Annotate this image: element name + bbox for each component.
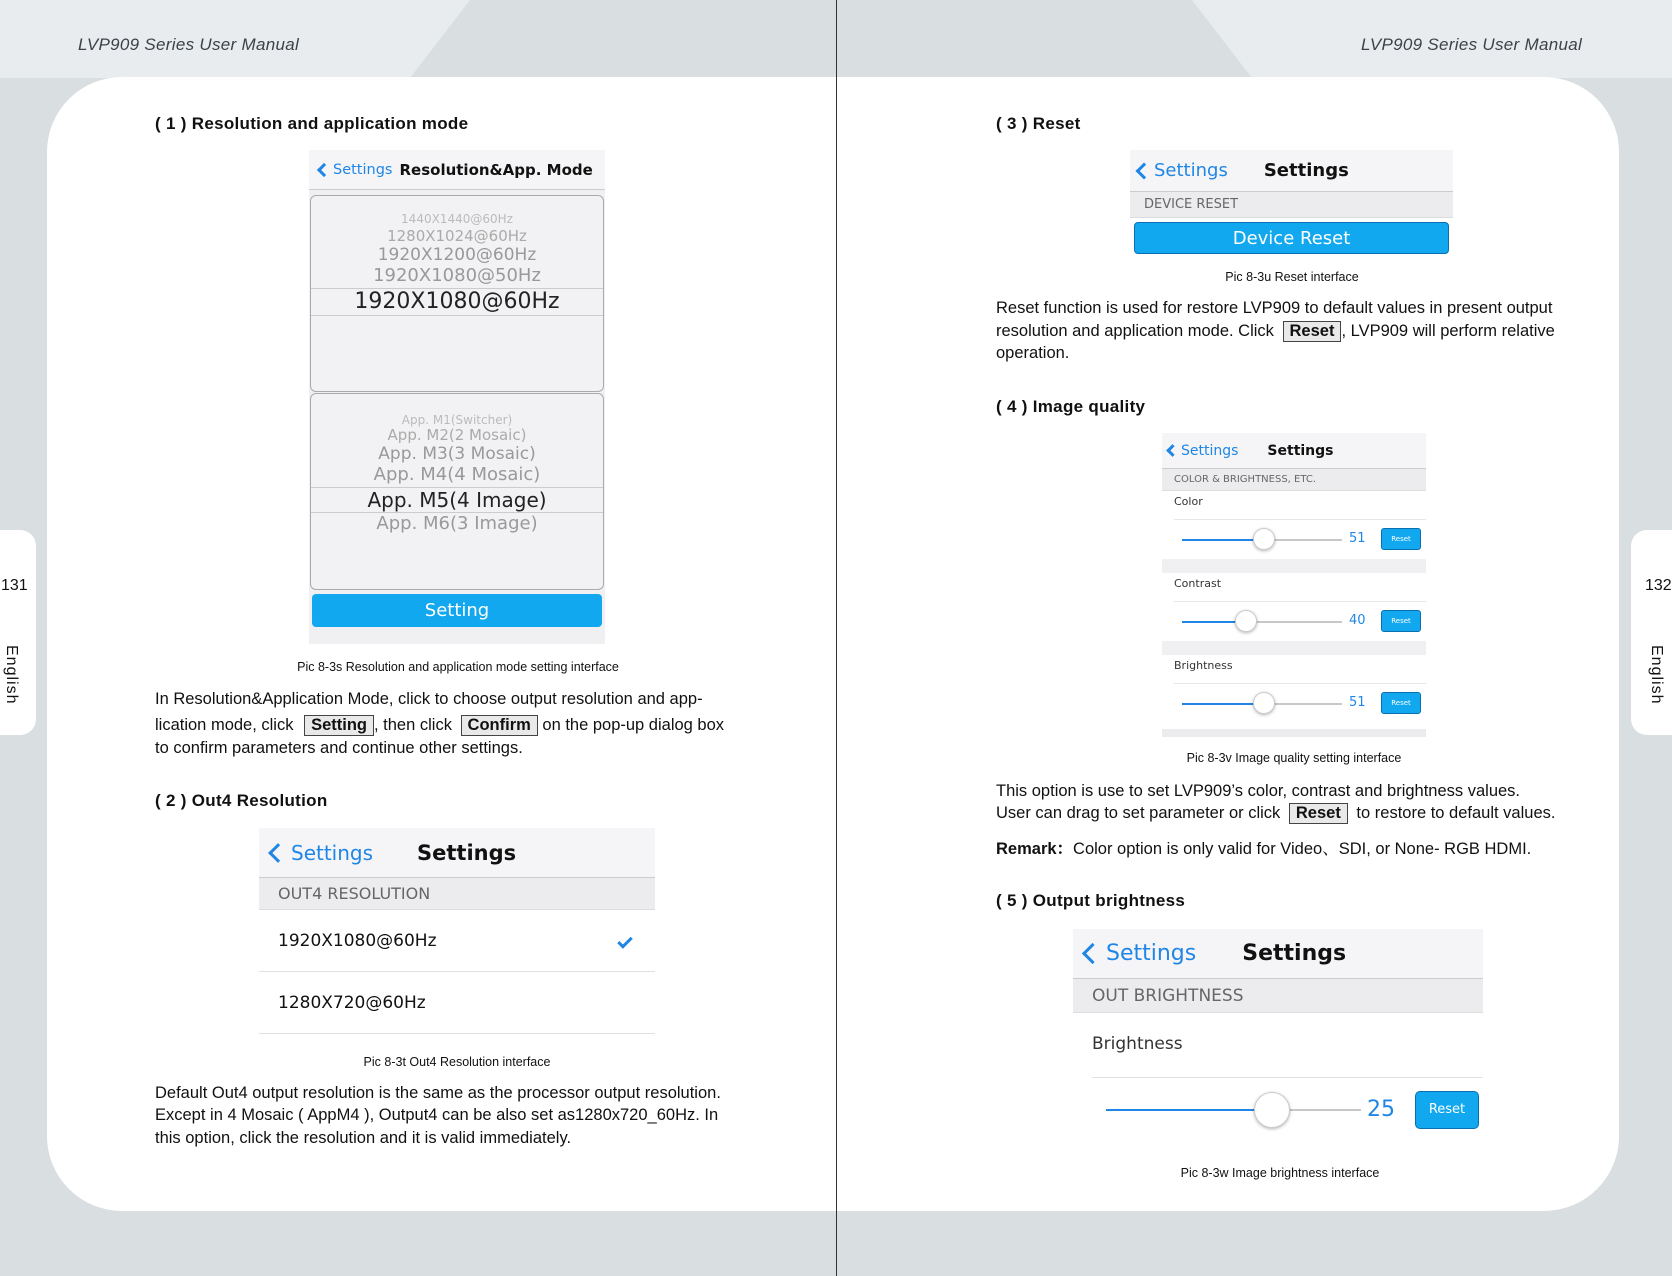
running-header: LVP909 Series User Manual: [1361, 35, 1583, 54]
back-button[interactable]: Settings: [1085, 941, 1196, 966]
body-text: In Resolution&Application Mode, click to choose output resolution and app-: [155, 690, 703, 708]
option-label: 1920X1080@60Hz: [278, 930, 437, 951]
section-header: OUT4 RESOLUTION: [259, 878, 655, 910]
slider-thumb[interactable]: [1253, 692, 1275, 714]
remark-label: Remark：: [996, 840, 1074, 858]
slider-value: 51: [1349, 531, 1366, 546]
nav-title: Settings: [1267, 442, 1334, 459]
picker-selected-option[interactable]: App. M5(4 Image): [311, 487, 603, 513]
back-button[interactable]: Settings: [1138, 160, 1228, 181]
body-text: Default Out4 output resolution is the same as the processor output resolution.: [155, 1084, 721, 1102]
body-text: This option is use to set LVP909’s color, contrast and brightness values.: [996, 782, 1521, 800]
figure-caption: Pic 8-3t Out4 Resolution interface: [363, 1055, 551, 1069]
slider-fill: [1182, 539, 1264, 541]
section-heading: ( 5 ) Output brightness: [996, 891, 1186, 910]
nav-bar: [309, 150, 605, 190]
slider-thumb[interactable]: [1235, 610, 1257, 632]
reset-button[interactable]: Reset: [1415, 1091, 1479, 1129]
inline-button-label: Confirm: [461, 715, 538, 736]
section-header: DEVICE RESET: [1130, 192, 1453, 218]
body-text: to confirm parameters and continue other settings.: [155, 739, 523, 757]
option-row[interactable]: [259, 972, 655, 1034]
right-page: [836, 0, 1672, 1276]
chevron-left-icon: [317, 162, 331, 176]
picker-option[interactable]: App. M1(Switcher): [401, 413, 513, 427]
nav-title: Resolution&App. Mode: [399, 160, 593, 179]
figure-caption: Pic 8-3w Image brightness interface: [1180, 1166, 1380, 1180]
slider-label: Brightness: [1174, 659, 1233, 672]
chevron-left-icon: [1166, 444, 1179, 457]
back-button[interactable]: Settings: [319, 162, 392, 178]
section-heading: ( 4 ) Image quality: [996, 397, 1146, 416]
slider-fill: [1182, 703, 1264, 705]
page-number: 132: [1645, 577, 1672, 594]
image-quality-screenshot: [1162, 433, 1426, 737]
body-text: operation.: [996, 344, 1070, 362]
setting-button[interactable]: Setting: [312, 594, 602, 627]
body-text: Except in 4 Mosaic ( AppM4 ), Output4 can be also set as1280x720_60Hz. In: [155, 1106, 719, 1124]
back-button[interactable]: Settings: [271, 841, 373, 865]
body-text: Reset function is used for restore LVP909 to default values in present output: [996, 299, 1553, 317]
picker-option[interactable]: 1920X1080@50Hz: [373, 265, 541, 286]
slider-fill: [1106, 1109, 1272, 1111]
resolution-mode-screenshot: [309, 150, 605, 644]
reset-button[interactable]: Reset: [1381, 692, 1421, 714]
picker-option[interactable]: App. M2(2 Mosaic): [387, 426, 527, 444]
language-label: English: [1648, 645, 1665, 705]
output-brightness-screenshot: [1073, 929, 1483, 1151]
language-label: English: [3, 645, 20, 705]
slider-thumb[interactable]: [1254, 1092, 1290, 1128]
slider-value: 25: [1367, 1097, 1395, 1122]
body-text: this option, click the resolution and it is valid immediately.: [155, 1129, 572, 1147]
picker-option[interactable]: 1280X1024@60Hz: [387, 227, 527, 245]
device-reset-button[interactable]: Device Reset: [1134, 222, 1449, 254]
slider-label: Contrast: [1174, 577, 1222, 590]
picker-option[interactable]: App. M6(3 Image): [376, 513, 538, 534]
inline-button-label: Reset: [1283, 321, 1342, 342]
nav-title: Settings: [417, 840, 517, 865]
nav-title: Settings: [1263, 160, 1349, 181]
slider-label: Color: [1174, 495, 1203, 508]
section-heading: ( 3 ) Reset: [996, 114, 1081, 133]
reset-button[interactable]: Reset: [1381, 610, 1421, 632]
section-header: COLOR & BRIGHTNESS, ETC.: [1162, 469, 1426, 491]
body-text: User can drag to set parameter or click Reset to restore to default values.: [996, 804, 1556, 822]
reset-button[interactable]: Reset: [1381, 528, 1421, 550]
section-heading: ( 1 ) Resolution and application mode: [155, 114, 469, 133]
page-number: 131: [1, 577, 28, 594]
section-header: OUT BRIGHTNESS: [1073, 979, 1483, 1013]
inline-button-label: Reset: [1289, 803, 1348, 824]
body-text: lication mode, click Setting , then click Confirm on the pop-up dialog box: [155, 716, 725, 734]
nav-bar: [1130, 150, 1453, 192]
chevron-left-icon: [1082, 943, 1103, 964]
resolution-picker[interactable]: [310, 195, 604, 392]
chevron-left-icon: [1136, 162, 1153, 179]
slider-track[interactable]: [1182, 621, 1342, 623]
chevron-left-icon: [268, 843, 288, 863]
running-header: LVP909 Series User Manual: [78, 35, 300, 54]
option-row[interactable]: [259, 910, 655, 972]
picker-option[interactable]: App. M3(3 Mosaic): [378, 444, 536, 464]
remark: Remark：Color option is only valid for Video、SDI, or None- RGB HDMI.: [996, 840, 1532, 858]
nav-bar: [259, 828, 655, 878]
nav-title: Settings: [1242, 941, 1347, 966]
checkmark-icon: [617, 933, 633, 949]
slider-track[interactable]: [1106, 1109, 1361, 1111]
figure-caption: Pic 8-3v Image quality setting interface: [1186, 751, 1402, 765]
slider-thumb[interactable]: [1253, 528, 1275, 550]
body-text: resolution and application mode. Click Reset , LVP909 will perform relative: [996, 322, 1555, 340]
device-reset-screenshot: [1130, 150, 1453, 257]
picker-selected-option[interactable]: 1920X1080@60Hz: [311, 288, 603, 316]
picker-option[interactable]: App. M4(4 Mosaic): [373, 464, 541, 485]
section-heading: ( 2 ) Out4 Resolution: [155, 791, 328, 810]
out4-resolution-screenshot: [259, 828, 655, 1038]
mode-picker[interactable]: [310, 393, 604, 590]
figure-caption: Pic 8-3u Reset interface: [1225, 270, 1359, 284]
figure-caption: Pic 8-3s Resolution and application mode setting interface: [297, 660, 619, 674]
slider-value: 40: [1349, 613, 1366, 628]
back-button[interactable]: Settings: [1168, 443, 1238, 459]
picker-option[interactable]: 1440X1440@60Hz: [401, 212, 513, 226]
nav-bar: [1162, 433, 1426, 469]
slider-label: Brightness: [1092, 1034, 1183, 1054]
nav-bar: [1073, 929, 1483, 979]
slider-value: 51: [1349, 695, 1366, 710]
picker-option[interactable]: 1920X1200@60Hz: [377, 245, 537, 265]
option-label: 1280X720@60Hz: [278, 992, 426, 1013]
inline-button-label: Setting: [304, 715, 374, 736]
